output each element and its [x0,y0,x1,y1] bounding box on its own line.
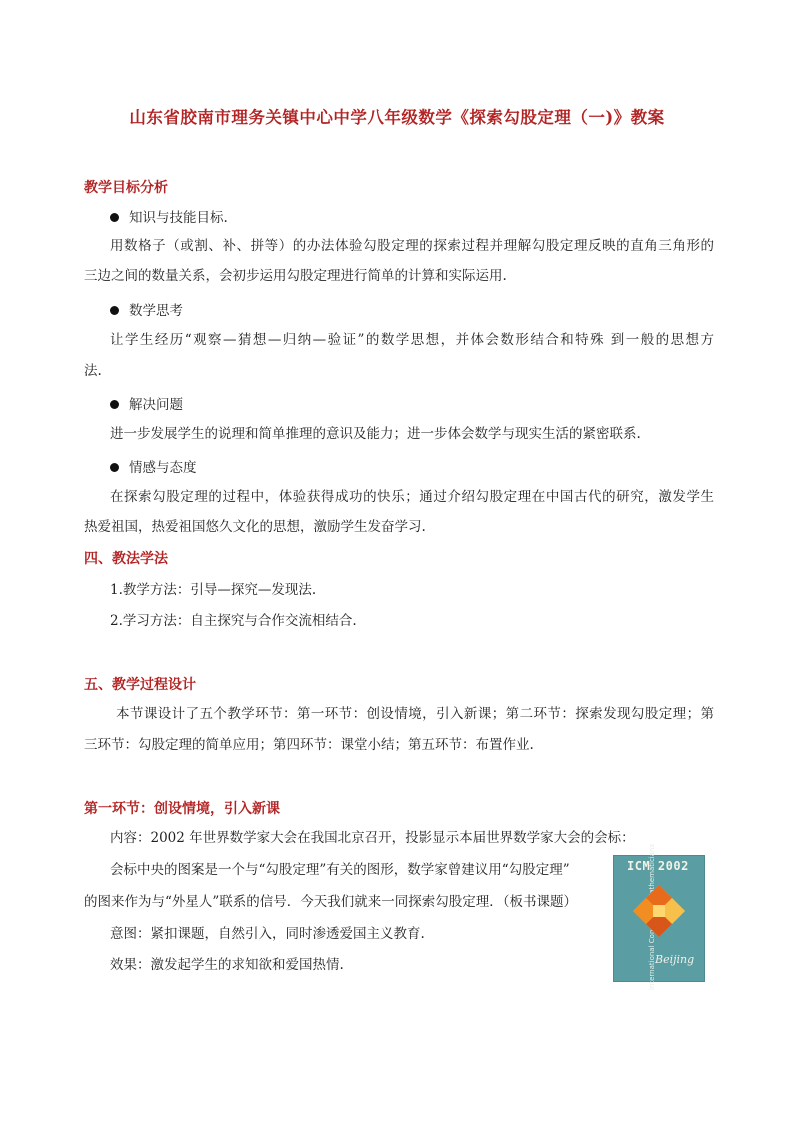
method-item: 2.学习方法：自主探究与合作交流相结合. [110,613,357,629]
paragraph-line: 效果：激发起学生的求知欲和爱国热情. [110,957,344,973]
document-title: 山东省胶南市理务关镇中心中学八年级数学《探索勾股定理（一)》教案 [129,108,665,127]
paragraph-line: 进一步发展学生的说理和简单推理的意识及能力；进一步体会数学与现实生活的紧密联系. [110,426,641,442]
paragraph-line: 三边之间的数量关系，会初步运用勾股定理进行简单的计算和实际运用. [84,268,507,284]
paragraph-line: 在探索勾股定理的过程中，体验获得成功的快乐；通过介绍勾股定理在中国古代的研究，激发学生 [110,489,714,505]
method-item: 1.教学方法：引导—探究—发现法. [110,582,317,598]
paragraph-line: 的图来作为与“外星人”联系的信号．今天我们就来一同探索勾股定理．（板书课题） [84,894,578,910]
paragraph-line: 内容：2002 年世界数学家大会在我国北京召开，投影显示本届世界数学家大会的会标： [110,830,635,846]
logo-title: ICM 2002 [627,859,689,873]
bullet-label: 解决问题 [129,397,183,413]
bullet-label: 数学思考 [129,303,183,319]
section-heading-methods: 四、教法学法 [84,551,168,567]
bullet-icon [110,463,119,472]
paragraph-line: 三环节：勾股定理的简单应用；第四环节：课堂小结；第五环节：布置作业. [84,737,534,753]
bullet-icon [110,306,119,315]
bullet-icon [110,213,119,222]
bullet-knowledge [110,206,228,226]
paragraph-line: 让学生经历“观察—猜想—归纳—验证”的数学思想，并体会数形结合和特殊 到一般的思想方 [110,332,714,348]
bullet-label: 情感与态度 [129,460,197,476]
paragraph-line: 本节课设计了五个教学环节：第一环节：创设情境，引入新课；第二环节：探索发现勾股定理；第 [116,706,714,722]
paragraph-line: 热爱祖国，热爱祖国悠久文化的思想，激励学生发奋学习. [84,519,426,535]
section-heading-process: 五、教学过程设计 [84,677,196,693]
section-heading-objectives: 教学目标分析 [84,180,168,196]
bullet-problem-solving [110,393,183,413]
paragraph-line: 意图：紧扣课题，自然引入，同时渗透爱国主义教育. [110,926,425,942]
paragraph-line: 用数格子（或割、补、拼等）的办法体验勾股定理的探索过程并理解勾股定理反映的直角三角形的 [110,238,714,254]
bullet-label: 知识与技能目标. [129,210,228,226]
icm-2002-logo-image [613,855,705,982]
bullet-icon [110,400,119,409]
bullet-attitude [110,456,197,476]
paragraph-line: 法. [84,363,102,379]
bullet-thinking [110,299,183,319]
paragraph-line: 会标中央的图案是一个与“勾股定理”有关的图形，数学家曾建议用“勾股定理” [110,862,570,878]
logo-city: Beijing [655,953,695,966]
step-heading: 第一环节：创设情境，引入新课 [84,801,280,817]
